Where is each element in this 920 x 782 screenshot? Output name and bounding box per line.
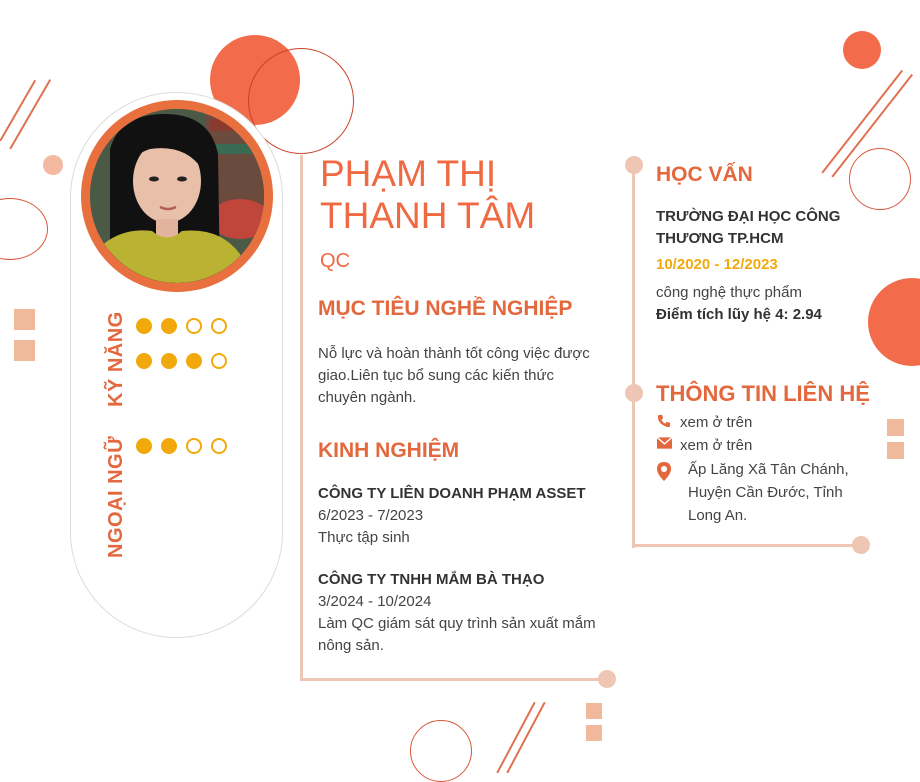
right-timeline-bottom <box>632 544 860 547</box>
decor-circle <box>843 31 881 69</box>
decor-stripe <box>506 702 545 773</box>
rating-dot-filled <box>161 353 177 369</box>
rating-dot-filled <box>136 438 152 454</box>
decor-square <box>887 442 904 459</box>
rating-dot-empty <box>211 353 227 369</box>
rating-dot-filled <box>161 438 177 454</box>
experience-desc: nông sản. <box>318 637 384 654</box>
main-timeline <box>300 155 303 681</box>
decor-dot <box>43 155 63 175</box>
experience-period: 3/2024 - 10/2024 <box>318 593 432 610</box>
rating-dot-empty <box>186 318 202 334</box>
company-name: CÔNG TY TNHH MẮM BÀ THẠO <box>318 571 545 588</box>
language-rating <box>136 438 227 454</box>
experience-item <box>318 483 618 549</box>
envelope-icon <box>654 434 674 449</box>
rating-dot-empty <box>186 438 202 454</box>
decor-square <box>14 309 35 330</box>
timeline-dot <box>598 670 616 688</box>
avatar <box>90 109 264 283</box>
decor-square <box>586 703 602 719</box>
skills-label: KỸ NĂNG <box>105 311 127 407</box>
objective-title: MỤC TIÊU NGHỀ NGHIỆP <box>318 297 573 320</box>
rating-dot-empty <box>211 318 227 334</box>
job-title: QC <box>320 250 350 272</box>
right-timeline <box>632 165 635 548</box>
rating-dot-filled <box>136 353 152 369</box>
candidate-name: PHẠM THỊ THANH TÂM <box>320 153 536 236</box>
decor-square <box>887 419 904 436</box>
decor-square <box>586 725 602 741</box>
decor-ring <box>849 148 911 210</box>
decor-square <box>14 340 35 361</box>
education-gpa: Điểm tích lũy hệ 4: 2.94 <box>656 306 822 323</box>
rating-dot-filled <box>161 318 177 334</box>
education-title: HỌC VẤN <box>656 163 753 186</box>
education-period: 10/2020 - 12/2023 <box>656 256 778 273</box>
main-timeline-bottom <box>300 678 606 681</box>
skill-rating <box>136 318 227 334</box>
map-pin-icon <box>654 458 674 483</box>
contact-address: Ấp Lăng Xã Tân Chánh, Huyện Cần Đước, Tỉnh Long An. <box>654 458 849 527</box>
contact-phone: xem ở trên <box>654 411 752 434</box>
languages-label: NGOẠI NGỮ <box>105 435 127 558</box>
decor-stripe <box>496 702 535 773</box>
experience-title: KINH NGHIỆM <box>318 439 460 462</box>
company-name: CÔNG TY LIÊN DOANH PHẠM ASSET <box>318 485 586 502</box>
timeline-dot <box>852 536 870 554</box>
school-name: TRƯỜNG ĐẠI HỌC CÔNG THƯƠNG TP.HCM <box>656 208 841 247</box>
rating-dot-filled <box>186 353 202 369</box>
person-photo-icon <box>90 109 264 283</box>
skill-rating <box>136 353 227 369</box>
contact-email: xem ở trên <box>654 434 752 457</box>
contact-title: THÔNG TIN LIÊN HỆ <box>656 381 870 406</box>
decor-ring <box>410 720 472 782</box>
experience-period: 6/2023 - 7/2023 <box>318 507 424 524</box>
education-major: công nghệ thực phẩm <box>656 284 802 301</box>
decor-ring <box>0 198 48 260</box>
objective-text: Nỗ lực và hoàn thành tốt công việc được giao.Liên tục bổ sung các kiến thức chuyên ngành. <box>318 345 590 406</box>
phone-icon <box>654 411 674 428</box>
experience-desc: Làm QC giám sát quy trình sản xuất mắm <box>318 615 596 632</box>
rating-dot-filled <box>136 318 152 334</box>
rating-dot-empty <box>211 438 227 454</box>
timeline-dot <box>625 384 643 402</box>
experience-desc: Thực tập sinh <box>318 529 410 546</box>
decor-circle <box>868 278 920 366</box>
experience-item <box>318 569 618 657</box>
